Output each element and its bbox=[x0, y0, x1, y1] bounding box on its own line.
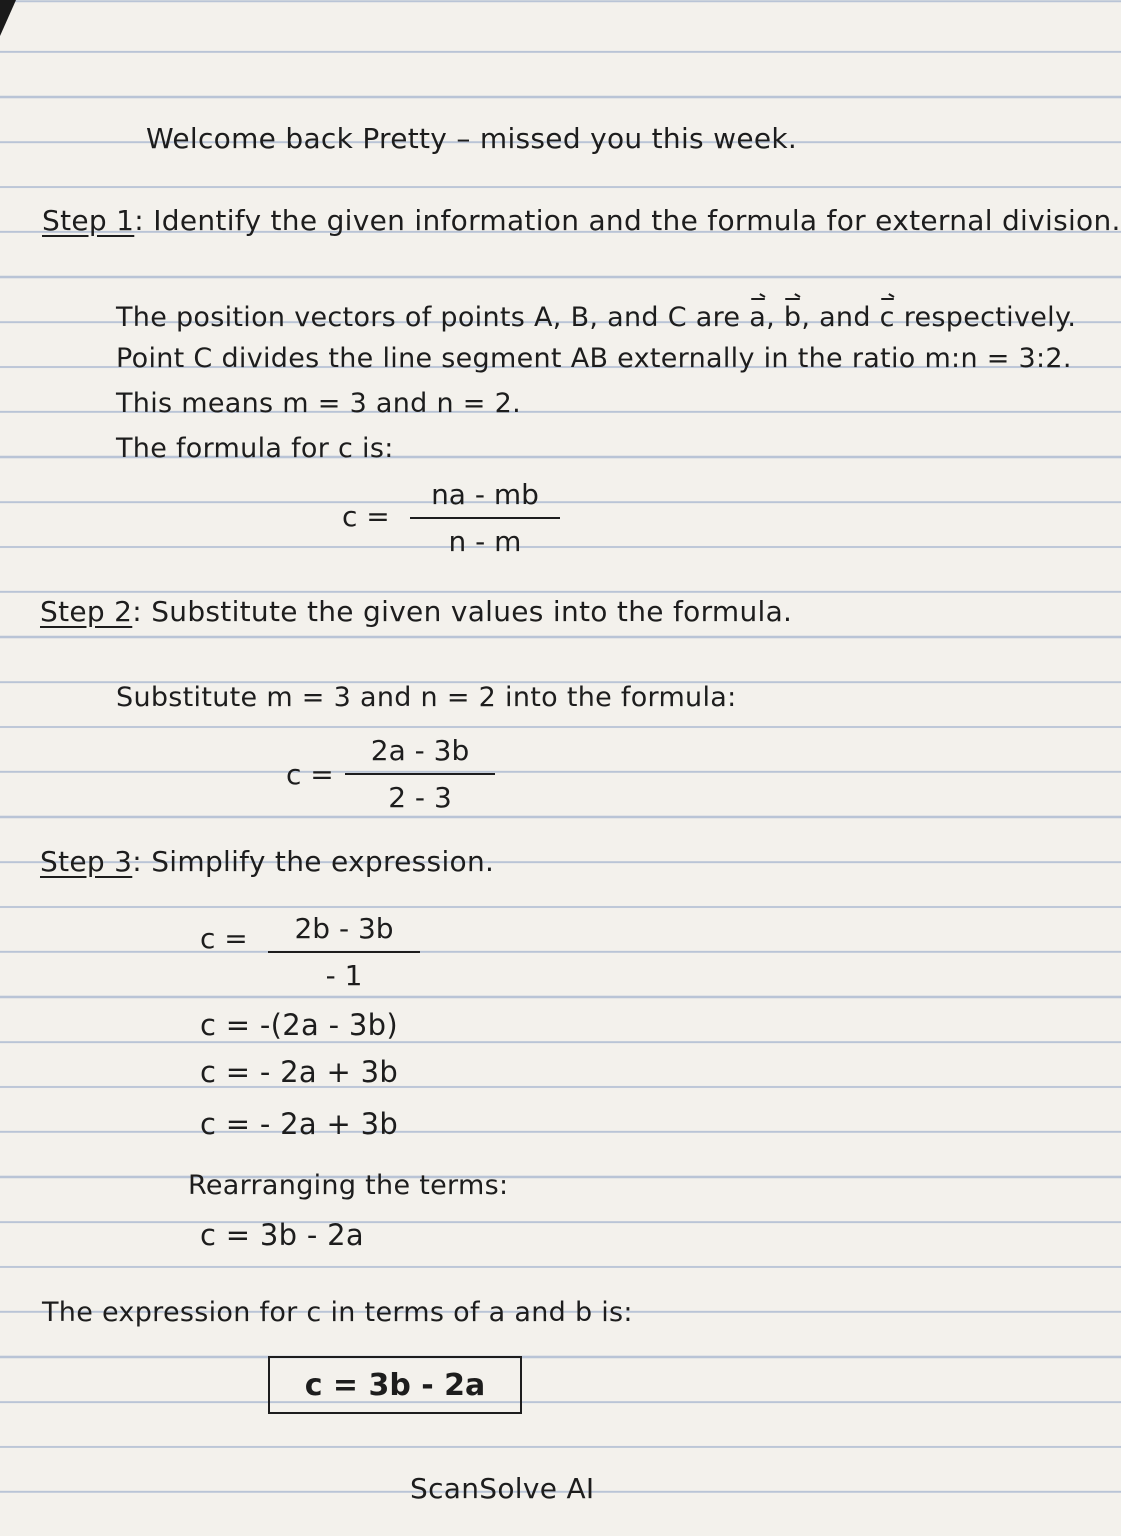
step1-formula-denominator: n - m bbox=[448, 525, 522, 558]
step2-title: : Substitute the given values into the formula. bbox=[132, 595, 793, 628]
step3-heading bbox=[40, 845, 494, 878]
step1-heading bbox=[42, 204, 1121, 237]
page-corner-shadow bbox=[0, 0, 16, 36]
final-answer: c = 3b - 2a bbox=[304, 1367, 486, 1403]
step2-formula-numerator: 2a - 3b bbox=[345, 734, 495, 775]
step3-label: Step 3 bbox=[40, 845, 133, 878]
step1-formula-lhs: c = bbox=[342, 500, 390, 533]
step3-rearrange-text: Rearranging the terms: bbox=[188, 1170, 509, 1201]
vector-b: b bbox=[784, 298, 801, 333]
step1-title: : Identify the given information and the formula for external division. bbox=[134, 204, 1121, 237]
step1-label: Step 1 bbox=[42, 204, 135, 237]
step3-equation-2: c = - 2a + 3b bbox=[200, 1055, 399, 1089]
step3-fraction bbox=[268, 912, 420, 992]
step3-equation-1: c = -(2a - 3b) bbox=[200, 1008, 398, 1042]
step2-formula-fraction bbox=[345, 734, 495, 814]
step1-line3: This means m = 3 and n = 2. bbox=[116, 388, 521, 419]
step3-equation-4: c = 3b - 2a bbox=[200, 1218, 364, 1252]
vector-a: a bbox=[749, 298, 766, 333]
step2-heading bbox=[40, 595, 792, 628]
step3-fraction-numerator: 2b - 3b bbox=[268, 912, 420, 953]
conclusion-text: The expression for c in terms of a and b is: bbox=[42, 1297, 633, 1328]
footer-brand: ScanSolve AI bbox=[410, 1472, 595, 1505]
step2-line1: Substitute m = 3 and n = 2 into the formula: bbox=[116, 682, 737, 713]
step3-fraction-denominator: - 1 bbox=[325, 959, 363, 992]
step1-line4: The formula for c is: bbox=[116, 433, 394, 464]
step2-label: Step 2 bbox=[40, 595, 133, 628]
greeting-text: Welcome back Pretty – missed you this week. bbox=[146, 122, 798, 155]
step1-line2: Point C divides the line segment AB externally in the ratio m:n = 3:2. bbox=[116, 343, 1072, 374]
step2-formula-lhs: c = bbox=[286, 758, 334, 791]
step3-title: : Simplify the expression. bbox=[132, 845, 495, 878]
step1-line1-tail: respectively. bbox=[903, 302, 1077, 333]
step3-equation-3: c = - 2a + 3b bbox=[200, 1107, 399, 1141]
step1-formula-fraction bbox=[410, 478, 560, 558]
step1-line1: The position vectors of points A, B, and C are a, b, and c respectively. bbox=[116, 298, 1076, 333]
step2-formula-denominator: 2 - 3 bbox=[388, 781, 452, 814]
step1-line1-text: The position vectors of points A, B, and C are bbox=[116, 302, 741, 333]
vector-c: c bbox=[880, 298, 895, 333]
final-answer-box bbox=[268, 1356, 522, 1414]
step3-fraction-lhs: c = bbox=[200, 922, 248, 955]
step1-formula-numerator: na - mb bbox=[410, 478, 560, 519]
